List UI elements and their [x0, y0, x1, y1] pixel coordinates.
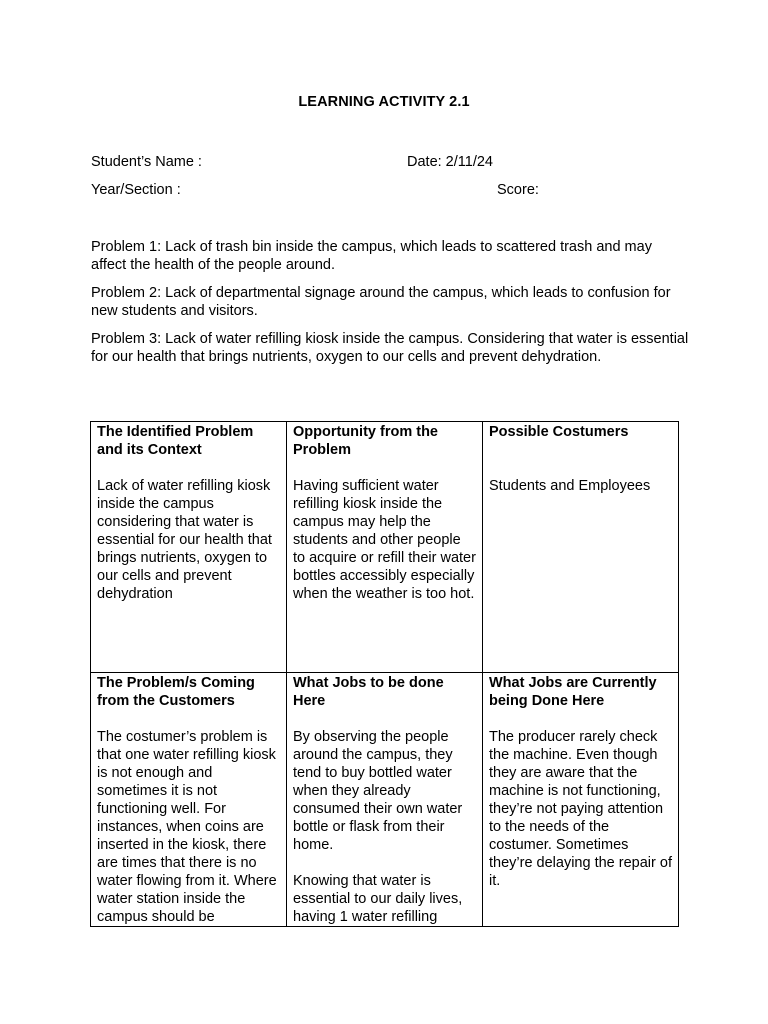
- year-section-label: Year/Section :: [91, 182, 181, 198]
- student-name-label: Student’s Name :: [91, 154, 202, 170]
- cell-header: What Jobs are Currently being Done Here: [489, 675, 657, 709]
- date-label: Date: 2/11/24: [407, 154, 493, 170]
- table-row: [91, 422, 679, 673]
- cell-body-continued: Knowing that water is essential to our daily lives, having 1 water refilling: [293, 873, 463, 925]
- table-cell-opportunity: [287, 422, 483, 673]
- score-label: Score:: [497, 182, 539, 198]
- cell-body: By observing the people around the campus, they tend to buy bottled water when they already consumed their own water bottle or flask from their home.: [293, 729, 463, 853]
- cell-body: Students and Employees: [489, 478, 651, 494]
- problem-1-text: Problem 1: Lack of trash bin inside the campus, which leads to scattered trash and may affect the health of the people around.: [91, 239, 652, 273]
- table-cell-jobs-to-be-done: [287, 673, 483, 927]
- cell-header: Possible Costumers: [489, 424, 629, 440]
- cell-body: The producer rarely check the machine. Even though they are aware that the machine is not functioning, they’re not paying attention to the needs of the costumer. Sometimes they’re delaying the repair of it.: [489, 729, 672, 889]
- problem-2-text: Problem 2: Lack of departmental signage around the campus, which leads to confusion for new students and visitors.: [91, 285, 671, 319]
- table-cell-customer-problems: [91, 673, 287, 927]
- cell-body: The costumer’s problem is that one water refilling kiosk is not enough and sometimes it is not functioning well. For instances, when coins are inserted in the kiosk, there are times that there is no water flowing from it. Where water station inside the campus should be: [97, 729, 277, 925]
- problem-3-text: Problem 3: Lack of water refilling kiosk inside the campus. Considering that water is essential for our health that brings nutrients, oxygen to our cells and prevent dehydration.: [91, 331, 689, 365]
- table-cell-possible-costumers: [483, 422, 679, 673]
- cell-body: Lack of water refilling kiosk inside the campus considering that water is essential for our health that brings nutrients, oxygen to our cells and prevent dehydration: [97, 478, 272, 602]
- cell-header: What Jobs to be done Here: [293, 675, 444, 709]
- cell-header: Opportunity from the Problem: [293, 424, 438, 458]
- table-cell-identified-problem: [91, 422, 287, 673]
- cell-body: Having sufficient water refilling kiosk inside the campus may help the students and other people to acquire or refill their water bottles accessibly especially when the weather is too hot.: [293, 478, 476, 602]
- table-row: [91, 673, 679, 927]
- cell-header: The Identified Problem and its Context: [97, 424, 254, 458]
- cell-header: The Problem/s Coming from the Customers: [97, 675, 255, 709]
- lean-canvas-table: [90, 421, 679, 927]
- table-cell-jobs-currently-done: [483, 673, 679, 927]
- document-title: LEARNING ACTIVITY 2.1: [298, 94, 470, 110]
